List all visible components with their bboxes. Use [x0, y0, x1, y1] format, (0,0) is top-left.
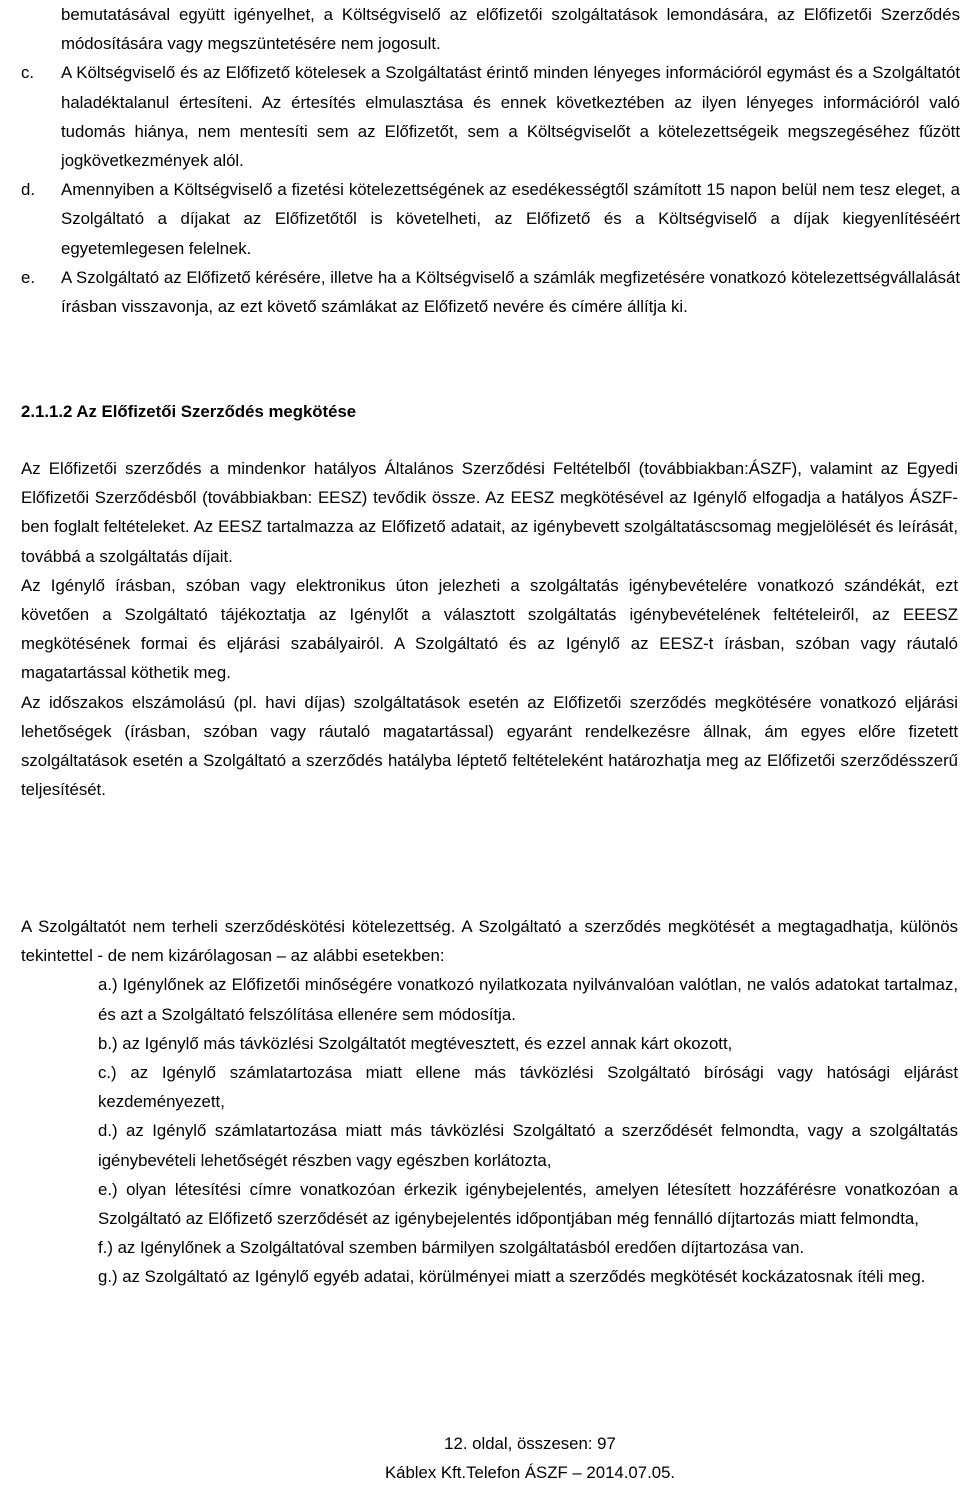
- refusal-case: b.) az Igénylő más távközlési Szolgáltatót megtévesztett, és ezzel annak kárt okozott,: [98, 1033, 733, 1053]
- body-paragraph: Az Igénylő írásban, szóban vagy elektronikus úton jelezheti a szolgáltatás igénybevételére vonatkozó szándékát, ezt követően a Szolgáltató tájékoztatja az Igénylőt a választott szolgáltatás igénybevételének feltételeiről, az EEESZ megkötésének formai és eljárási szabályairól. A Szolgáltató és az Igénylő az EESZ-t írásban, szóban vagy ráutaló magatartással köthetik meg.: [21, 575, 958, 683]
- refusal-case: c.) az Igénylő számlatartozása miatt ellene más távközlési Szolgáltató bírósági vagy hatósági eljárást kezdeményezett,: [98, 1063, 958, 1112]
- section-heading: 2.1.1.2 Az Előfizetői Szerződés megkötése: [21, 402, 357, 421]
- numbered-list: [0, 0, 960, 321]
- body-paragraph: Az időszakos elszámolású (pl. havi díjas) szolgáltatások esetén az Előfizetői szerződés megkötésére vonatkozó eljárási lehetőségek (írásban, szóban vagy ráutaló magatartással) egyaránt rendelkezésre állnak, ám egyes előre fizetett szolgáltatások esetén a Szolgáltató a szerződés hatályba léptető feltételeként határozhatja meg az Előfizetői szerződésszerű teljesítését.: [21, 692, 958, 800]
- refusal-section: [21, 912, 958, 1292]
- page-footer: [0, 1429, 960, 1487]
- list-marker: c.: [21, 63, 35, 83]
- list-item-text: A Szolgáltató az Előfizető kérésére, illetve ha a Költségviselő a számlák megfizetésére vonatkozó kötelezettségvállalását írásban visszavonja, az ezt követő számlákat az Előfizető nevére és címére állítja ki.: [61, 267, 960, 317]
- list-item-text: bemutatásával együtt igényelhet, a Költségviselő az előfizetői szolgáltatások lemondására, az Előfizetői Szerződés módosítására vagy megszüntetésére nem jogosult.: [61, 5, 960, 54]
- list-item: [0, 0, 960, 58]
- body-paragraph: Az Előfizetői szerződés a mindenkor hatályos Általános Szerződési Feltételből (továbbiakban:ÁSZF), valamint az Egyedi Előfizetői Szerződésből (továbbiakban: EESZ) tevődik össze. Az EESZ megkötésével az Igénylő elfogadja a hatályos ÁSZF-ben foglalt feltételeket. Az EESZ tartalmazza az Előfizető adatait, az igénybevett szolgáltatáscsomag megjelölését és leírását, továbbá a szolgáltatás díjait.: [21, 459, 958, 566]
- list-marker: e.: [21, 267, 35, 287]
- document-info: Káblex Kft.Telefon ÁSZF – 2014.07.05.: [384, 1463, 676, 1482]
- list-marker: d.: [21, 180, 35, 200]
- list-item: [0, 58, 960, 175]
- page-number: 12. oldal, összesen: 97: [444, 1434, 616, 1453]
- refusal-case: a.) Igénylőnek az Előfizetői minőségére vonatkozó nyilatkozata nyilvánvalóan valótlan, ne valós adatokat tartalmaz, és azt a Szolgáltató felszólítása ellenére sem módosítja.: [98, 975, 958, 1024]
- refusal-case: d.) az Igénylő számlatartozása miatt más távközlési Szolgáltató a szerződését felmondta, vagy a szolgáltatás igénybevételi lehetőségét részben vagy egészben korlátozta,: [98, 1121, 958, 1170]
- refusal-intro: A Szolgáltatót nem terheli szerződéskötési kötelezettség. A Szolgáltató a szerződés megkötését a megtagadhatja, különös tekintettel - de nem kizárólagosan – az alábbi esetekben:: [21, 917, 958, 966]
- refusal-case: f.) az Igénylőnek a Szolgáltatóval szemben bármilyen szolgáltatásból eredően díjtartozása van.: [98, 1238, 805, 1258]
- list-item: [0, 175, 960, 263]
- list-item-text: A Költségviselő és az Előfizető kötelesek a Szolgáltatást érintő minden lényeges információról egymást és a Szolgáltatót haladéktalanul értesíteni. Az értesítés elmulasztása és ennek következtében az ilyen lényeges információról való tudomás hiánya, nem mentesíti sem az Előfizetőt, sem a Költségviselőt a kötelezettségeik megszegéséhez fűzött jogkövetkezmények alól.: [61, 63, 960, 171]
- refusal-case: g.) az Szolgáltató az Igénylő egyéb adatai, körülményei miatt a szerződés megkötését kockázatosnak ítéli meg.: [98, 1267, 926, 1287]
- refusal-case: e.) olyan létesítési címre vonatkozóan érkezik igénybejelentés, amelyen létesített hozzáférésre vonatkozóan a Szolgáltató az Előfizető szerződését az igénybejelentés időpontjában még fennálló díjtartozás miatt felmondta,: [98, 1179, 958, 1229]
- contract-body: [21, 454, 958, 804]
- list-item: [0, 263, 960, 321]
- list-item-text: Amennyiben a Költségviselő a fizetési kötelezettségének az esedékességtől számított 15 napon belül nem tesz eleget, a Szolgáltató a díjakat az Előfizetőtől is követelheti, az Előfizető és a Költségviselő a díjak kiegyenlítéséért egyetemlegesen felelnek.: [61, 180, 960, 258]
